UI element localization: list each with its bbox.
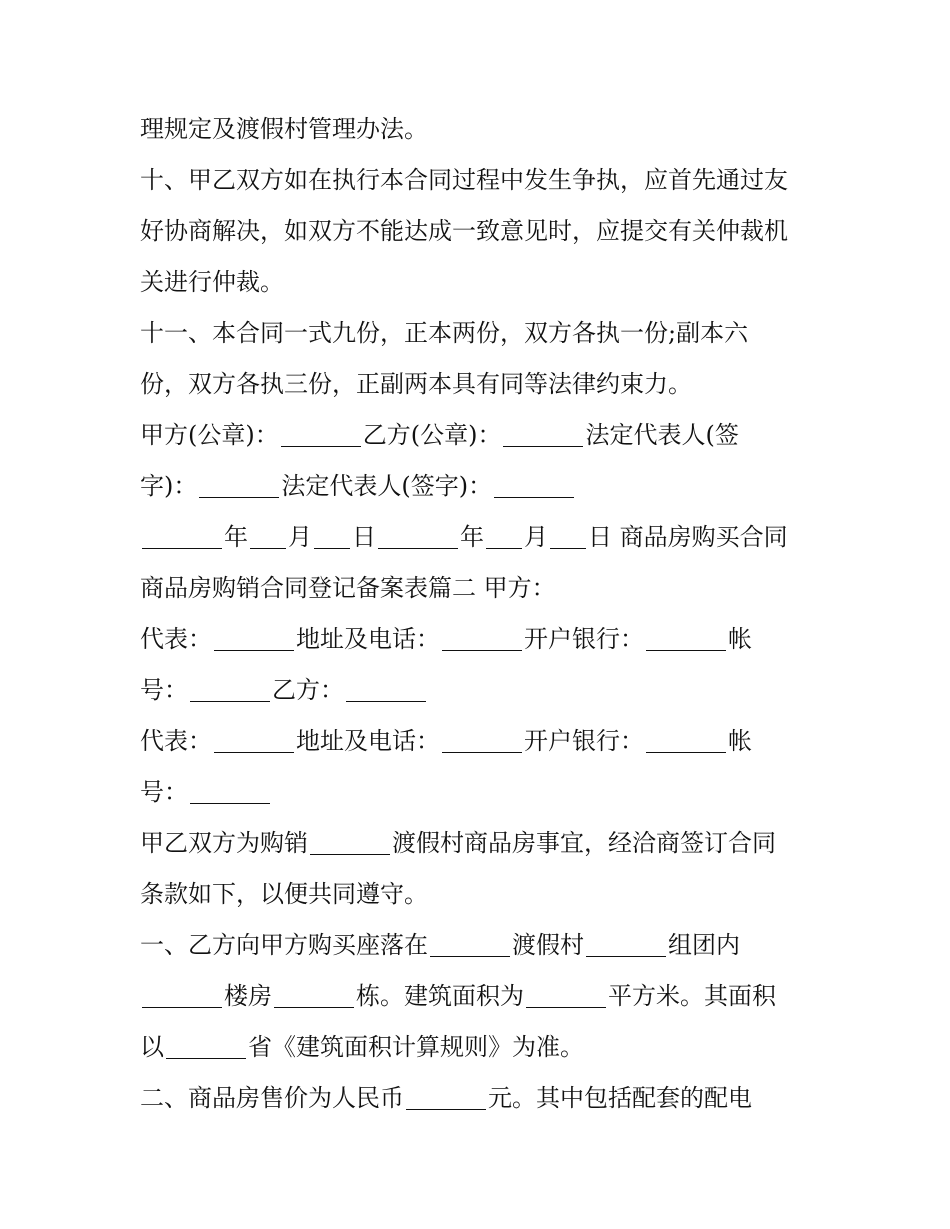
text-segment: 法定代表人(签 <box>585 421 739 449</box>
text-segment: 地址及电话： <box>296 625 440 653</box>
fill-in-blank <box>142 985 222 1008</box>
text-segment: 以 <box>140 1033 164 1061</box>
fill-in-blank <box>378 526 458 549</box>
fill-in-blank <box>550 526 586 549</box>
text-segment: 元。其中包括配套的配电 <box>488 1084 752 1112</box>
text-segment: 栋。建筑面积为 <box>356 982 524 1010</box>
fill-in-blank <box>586 934 666 957</box>
fill-in-blank <box>430 934 510 957</box>
text-segment: 日 <box>352 523 376 551</box>
fill-in-blank <box>406 1087 486 1110</box>
fill-in-blank <box>199 475 279 498</box>
text-line <box>140 410 840 461</box>
fill-in-blank <box>646 628 726 651</box>
text-segment: 渡假村商品房事宜，经洽商签订合同 <box>392 829 776 857</box>
text-segment: 甲方(公章)： <box>140 421 279 449</box>
text-line <box>140 461 840 512</box>
fill-in-blank <box>526 985 606 1008</box>
fill-in-blank <box>314 526 350 549</box>
text-line <box>140 818 840 869</box>
text-segment: 年 <box>224 523 248 551</box>
text-segment: 好协商解决，如双方不能达成一致意见时，应提交有关仲裁机 <box>140 217 788 245</box>
fill-in-blank <box>442 730 522 753</box>
fill-in-blank <box>214 628 294 651</box>
text-segment: 字)： <box>140 472 198 500</box>
fill-in-blank <box>142 526 222 549</box>
text-segment: 楼房 <box>224 982 272 1010</box>
fill-in-blank <box>310 832 390 855</box>
text-segment: 代表： <box>140 625 212 653</box>
text-line <box>140 1073 840 1124</box>
text-line <box>140 359 840 410</box>
text-segment: 乙方： <box>272 676 344 704</box>
text-segment: 平方米。其面积 <box>608 982 776 1010</box>
text-segment: 月 <box>288 523 312 551</box>
text-segment: 代表： <box>140 727 212 755</box>
fill-in-blank <box>190 781 270 804</box>
text-line <box>140 1022 840 1073</box>
text-segment: 二、商品房售价为人民币 <box>140 1084 404 1112</box>
text-segment: 月 <box>524 523 548 551</box>
text-line <box>140 206 840 257</box>
text-segment: 商品房购销合同登记备案表篇二 甲方： <box>140 574 556 602</box>
text-line <box>140 512 840 563</box>
text-segment: 开户银行： <box>524 625 644 653</box>
text-segment: 帐 <box>728 727 752 755</box>
text-segment: 号： <box>140 778 188 806</box>
text-segment: 开户银行： <box>524 727 644 755</box>
text-segment: 十一、本合同一式九份，正本两份，双方各执一份;副本六 <box>140 319 749 347</box>
text-segment: 十、甲乙双方如在执行本合同过程中发生争执，应首先通过友 <box>140 166 788 194</box>
text-line <box>140 716 840 767</box>
text-line <box>140 104 840 155</box>
text-line <box>140 308 840 359</box>
document-page <box>140 104 840 1124</box>
text-segment: 理规定及渡假村管理办法。 <box>140 115 428 143</box>
text-segment: 关进行仲裁。 <box>140 268 284 296</box>
fill-in-blank <box>494 475 574 498</box>
text-segment: 甲乙双方为购销 <box>140 829 308 857</box>
fill-in-blank <box>214 730 294 753</box>
text-line <box>140 257 840 308</box>
text-segment: 渡假村 <box>512 931 584 959</box>
text-segment: 年 <box>460 523 484 551</box>
text-line <box>140 614 840 665</box>
text-line <box>140 971 840 1022</box>
fill-in-blank <box>486 526 522 549</box>
text-line <box>140 155 840 206</box>
fill-in-blank <box>250 526 286 549</box>
text-segment: 号： <box>140 676 188 704</box>
text-line <box>140 869 840 920</box>
text-segment: 帐 <box>728 625 752 653</box>
text-segment: 组团内 <box>668 931 740 959</box>
text-segment: 一、乙方向甲方购买座落在 <box>140 931 428 959</box>
fill-in-blank <box>274 985 354 1008</box>
text-line <box>140 563 840 614</box>
text-line <box>140 767 840 818</box>
fill-in-blank <box>646 730 726 753</box>
text-line <box>140 665 840 716</box>
text-line <box>140 920 840 971</box>
fill-in-blank <box>442 628 522 651</box>
fill-in-blank <box>503 424 583 447</box>
text-segment: 乙方(公章)： <box>362 421 502 449</box>
fill-in-blank <box>190 679 270 702</box>
text-segment: 条款如下，以便共同遵守。 <box>140 880 428 908</box>
text-segment: 份，双方各执三份，正副两本具有同等法律约束力。 <box>140 370 692 398</box>
text-segment: 地址及电话： <box>296 727 440 755</box>
fill-in-blank <box>166 1036 246 1059</box>
text-segment: 法定代表人(签字)： <box>281 472 493 500</box>
text-segment: 省《建筑面积计算规则》为准。 <box>248 1033 584 1061</box>
fill-in-blank <box>346 679 426 702</box>
text-segment: 日 商品房购买合同 <box>588 523 788 551</box>
fill-in-blank <box>281 424 361 447</box>
